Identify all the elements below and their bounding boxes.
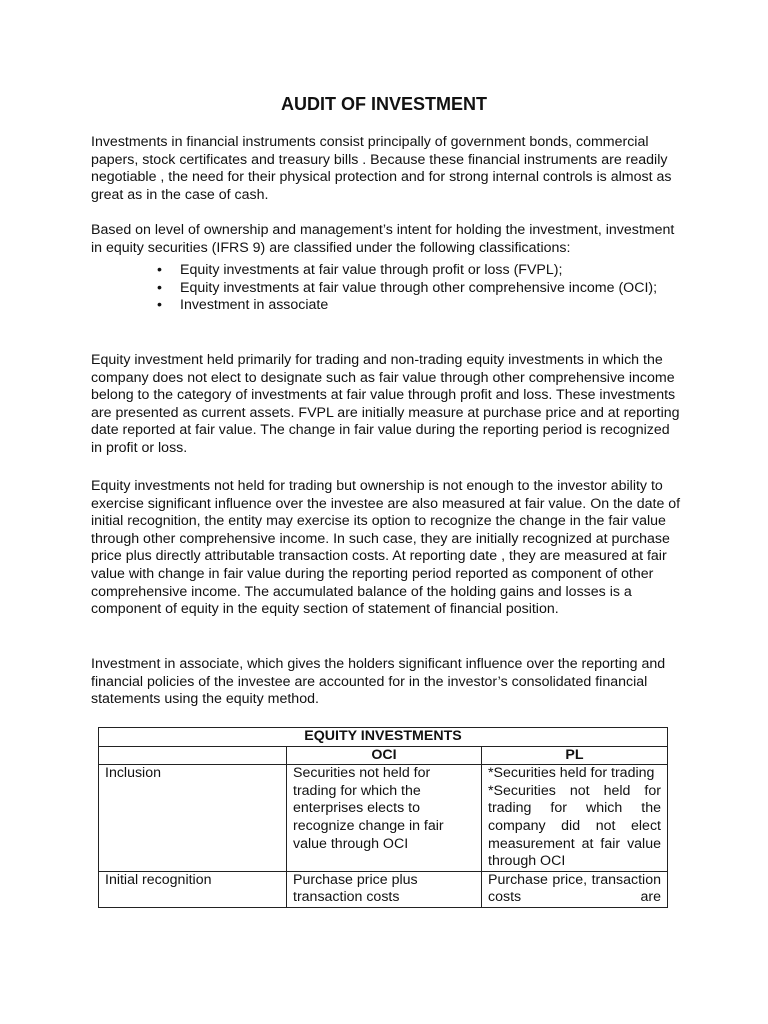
- table-row: [99, 765, 668, 872]
- list-item: • Equity investments at fair value through profit or loss (FVPL);: [155, 262, 675, 280]
- oci-cell: Securities not held for trading for which the enterprises elects to recognize change in fair value through OCI: [287, 765, 482, 872]
- header-empty: [99, 746, 287, 765]
- classification-paragraph: Based on level of ownership and management’s intent for holding the investment, investment in equity securities (IFRS 9) are classified under the following classifications:: [91, 222, 675, 256]
- header-oci: OCI: [287, 746, 482, 765]
- table-title: EQUITY INVESTMENTS: [99, 728, 668, 747]
- associate-paragraph: Investment in associate, which gives the holders significant influence over the reporting and financial policies of the investee are accounted for in the investor’s consolidated financial statements using the equity method.: [91, 656, 666, 708]
- oci-cell: Purchase price plus transaction costs: [287, 871, 482, 907]
- table-row: [99, 871, 668, 907]
- table-header-row: [99, 746, 668, 765]
- list-item: • Equity investments at fair value through other comprehensive income (OCI);: [155, 280, 675, 298]
- oci-paragraph: Equity investments not held for trading but ownership is not enough to the investor ability to exercise significant influence over the investee are also measured at fair value. On the date of initial recognition, the entity may exercise its option to recognize the change in the fair value through other comprehensive income. In such case, they are initially recognized at purchase price plus directly attributable transaction costs. At reporting date , they are measured at fair value with change in fair value during the reporting period reported as component of other comprehensive income. The accumulated balance of the holding gains and losses is a component of equity in the equity section of statement of financial position.: [91, 478, 681, 618]
- row-label: Initial recognition: [99, 871, 287, 907]
- page-title: AUDIT OF INVESTMENT: [281, 94, 487, 114]
- equity-investments-table: [98, 727, 668, 908]
- header-pl: PL: [482, 746, 668, 765]
- pl-cell: [482, 871, 668, 907]
- pl-cell-line: *Securities held for trading: [488, 765, 655, 782]
- classification-list: [155, 262, 675, 315]
- fvpl-paragraph: Equity investment held primarily for trading and non-trading equity investments in which the company does not elect to designate such as fair value through other comprehensive income belong to the category of investments at fair value through profit and loss. These investments are presented as current assets. FVPL are initially measure at purchase price and at reporting date reported at fair value. The change in fair value during the reporting period is recognized in profit or loss.: [91, 352, 680, 456]
- table-title-row: [99, 728, 668, 747]
- list-item: • Investment in associate: [155, 297, 675, 315]
- row-label: Inclusion: [99, 765, 287, 872]
- intro-paragraph: Investments in financial instruments consist principally of government bonds, commercial papers, stock certificates and treasury bills . Because these financial instruments are readily negotiable , the need for their physical protection and for strong internal controls is almost as great as in the case of cash.: [91, 134, 672, 203]
- pl-cell: [482, 765, 668, 872]
- pl-cell-line: *Securities not held for trading for which the company did not elect measurement at fair value through OCI: [488, 782, 661, 870]
- pl-cell-line: Purchase price, transaction costs are: [488, 871, 661, 906]
